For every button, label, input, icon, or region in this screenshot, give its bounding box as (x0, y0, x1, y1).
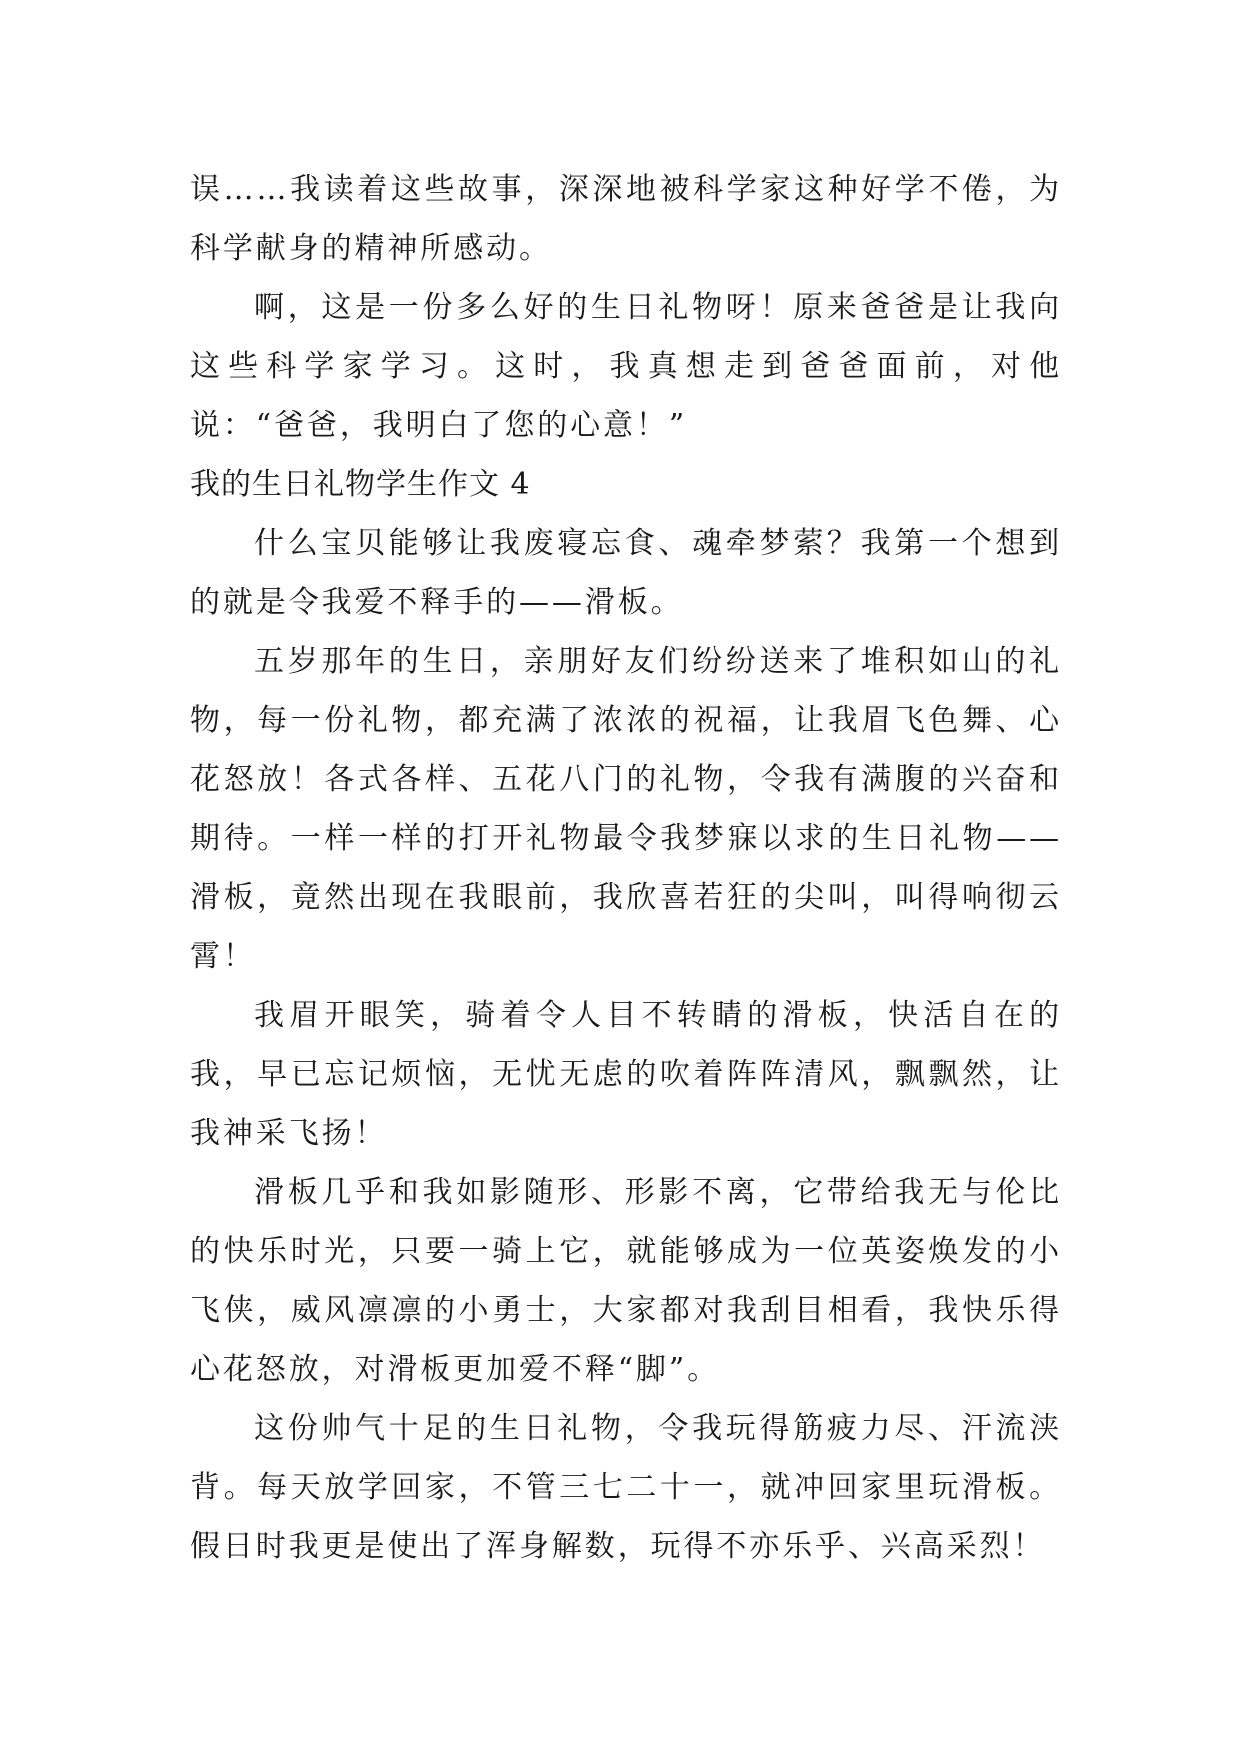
paragraph-gift-meaning: 啊，这是一份多么好的生日礼物呀！原来爸爸是让我向这些科学家学习。这时，我真想走到爸爸面前，对他说：“爸爸，我明白了您的心意！” (190, 290, 1062, 443)
paragraph-companion: 滑板几乎和我如影随形、形影不离，它带给我无与伦比的快乐时光，只要一骑上它，就能够成为一位英姿焕发的小飞侠，威风凛凛的小勇士，大家都对我刮目相看，我快乐得心花怒放，对滑板更加爱不释“脚”。 (190, 1175, 1062, 1387)
paragraph-continued: 误……我读着这些故事，深深地被科学家这种好学不倦，为科学献身的精神所感动。 (190, 172, 1062, 266)
paragraph-treasure: 什么宝贝能够让我废寝忘食、魂牵梦萦？我第一个想到的就是令我爱不释手的——滑板。 (190, 526, 1062, 620)
document-body (190, 160, 1062, 1576)
paragraph-playing: 这份帅气十足的生日礼物，令我玩得筋疲力尽、汗流浃背。每天放学回家，不管三七二十一，就冲回家里玩滑板。假日时我更是使出了浑身解数，玩得不亦乐乎、兴高采烈！ (190, 1411, 1062, 1564)
paragraph-riding: 我眉开眼笑，骑着令人目不转睛的滑板，快活自在的我，早已忘记烦恼，无忧无虑的吹着阵阵清风，飘飘然，让我神采飞扬！ (190, 998, 1062, 1151)
section-title: 我的生日礼物学生作文 4 (190, 467, 531, 502)
paragraph-fifth-birthday: 五岁那年的生日，亲朋好友们纷纷送来了堆积如山的礼物，每一份礼物，都充满了浓浓的祝福，让我眉飞色舞、心花怒放！各式各样、五花八门的礼物，令我有满腹的兴奋和期待。一样一样的打开礼物最令我梦寐以求的生日礼物——滑板，竟然出现在我眼前，我欣喜若狂的尖叫，叫得响彻云霄！ (190, 644, 1062, 974)
